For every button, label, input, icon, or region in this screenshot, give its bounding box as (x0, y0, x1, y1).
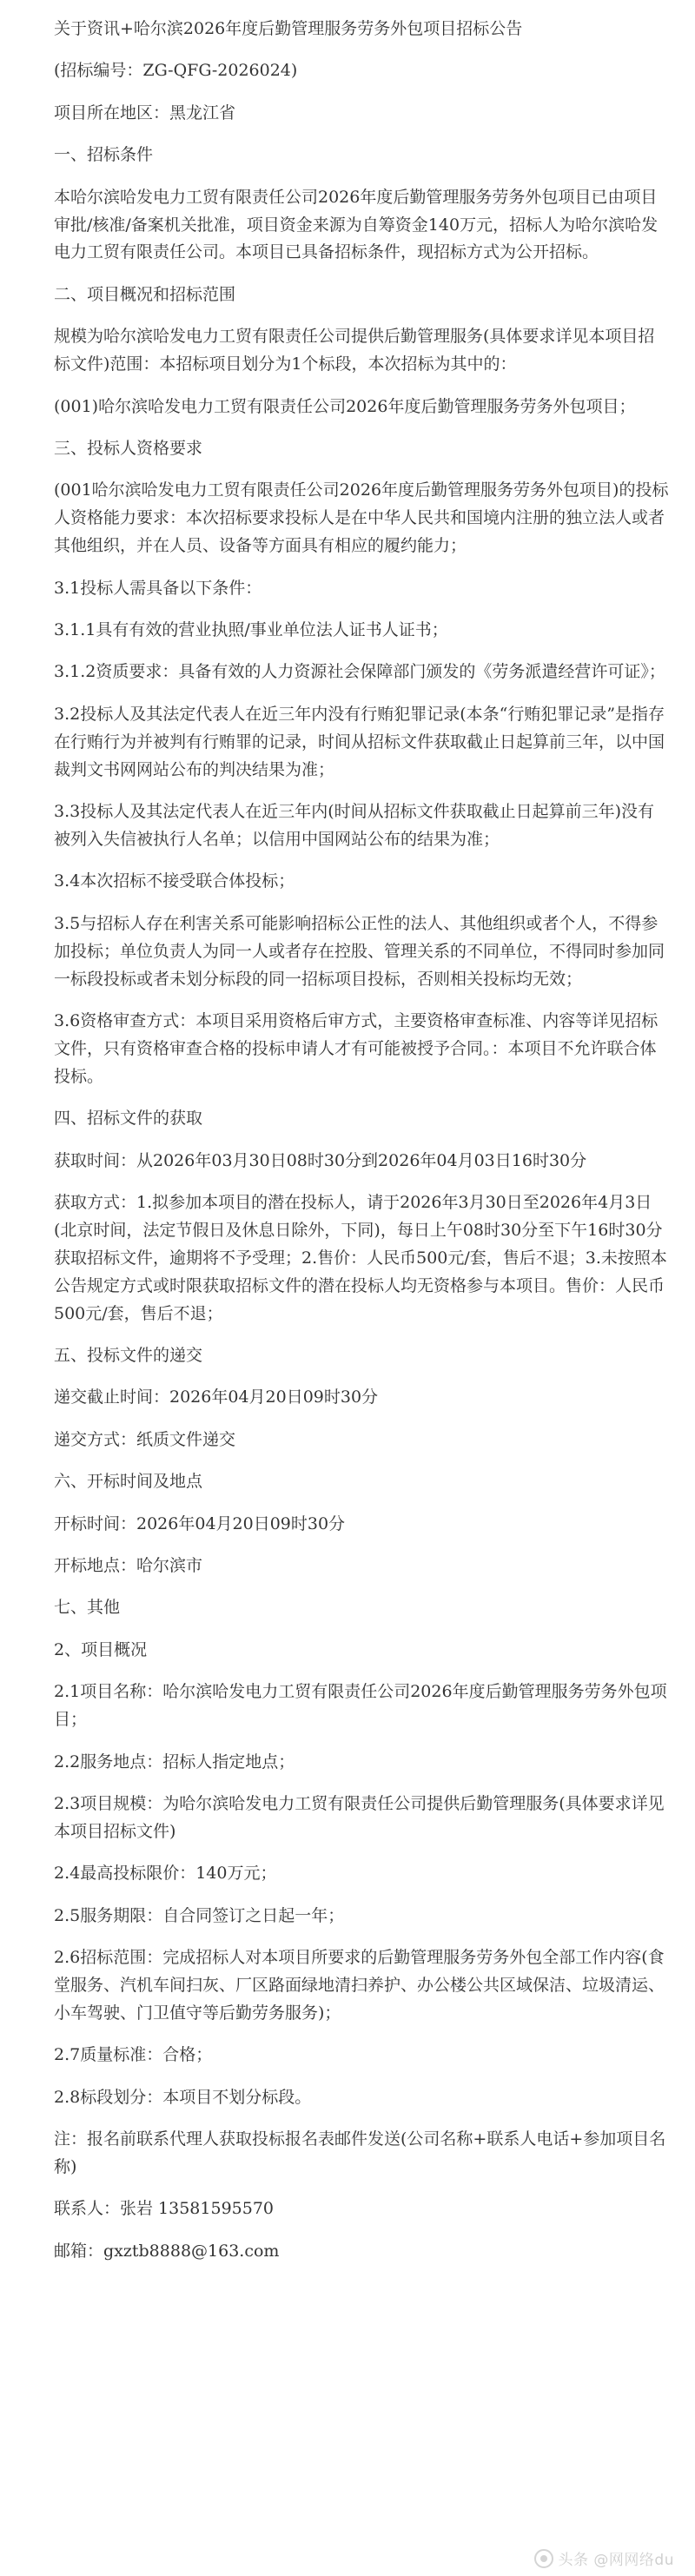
contact-email: 邮箱：gxztb8888@163.com (54, 2241, 280, 2261)
section-heading-other: 七、其他 (54, 1598, 121, 1618)
paragraph-submission-method: 递交方式：纸质文件递交 (54, 1429, 236, 1449)
contact-person: 联系人：张岩 13581595570 (54, 2199, 275, 2219)
section-heading-overview: 二、项目概况和招标范围 (54, 284, 236, 304)
item-2-1-project-name: 2.1项目名称：哈尔滨哈发电力工贸有限责任公司2026年度后勤管理服务劳务外包项目； (54, 1682, 667, 1730)
announcement-title: 关于资讯+哈尔滨2026年度后勤管理服务劳务外包项目招标公告 (54, 19, 523, 38)
paragraph-qualification-intro: (001哈尔滨哈发电力工贸有限责任公司2026年度后勤管理服务劳务外包项目)的投标人资格能力要求：本次招标要求投标人是在中华人民共和国境内注册的独立法人或者其他组织，并在人员、设备等方面具有相应的履约能力； (54, 480, 669, 556)
section-heading-conditions: 一、招标条件 (54, 145, 154, 165)
clause-3-6: 3.6资格审查方式：本项目采用资格后审方式，主要资格审查标准、内容等详见招标文件，只有资格审查合格的投标申请人才有可能被授予合同。：本项目不允许联合体投标。 (54, 1010, 659, 1086)
section-heading-opening: 六、开标时间及地点 (54, 1472, 203, 1492)
project-region: 项目所在地区：黑龙江省 (54, 103, 236, 123)
item-2-7-quality-standard: 2.7质量标准：合格； (54, 2045, 213, 2065)
subheading-project-overview: 2、项目概况 (54, 1639, 148, 1659)
paragraph-scope: 规模为哈尔滨哈发电力工贸有限责任公司提供后勤管理服务(具体要求详见本项目招标文件)范围：本招标项目划分为1个标段，本次招标为其中的： (54, 327, 655, 374)
clause-3-1-2: 3.1.2资质要求：具备有效的人力资源社会保障部门颁发的《劳务派遣经营许可证》； (54, 662, 665, 682)
item-2-6-tender-scope: 2.6招标范围：完成招标人对本项目所要求的后勤管理服务劳务外包全部工作内容(食堂服务、汽机车间扫灰、厂区路面绿地清扫养护、办公楼公共区域保洁、垃圾清运、小车驾驶、门卫值守等后勤劳务服务)； (54, 1948, 665, 2023)
paragraph-acquisition-time: 获取时间：从2026年03月30日08时30分到2026年04月03日16时30分 (54, 1150, 587, 1170)
item-2-2-service-location: 2.2服务地点：招标人指定地点； (54, 1752, 295, 1771)
clause-3-4: 3.4本次招标不接受联合体投标； (54, 871, 295, 891)
section-heading-documents: 四、招标文件的获取 (54, 1109, 203, 1129)
clause-3-2: 3.2投标人及其法定代表人在近三年内没有行贿犯罪记录(本条“行贿犯罪记录”是指存在行贿行为并被判有行贿罪的记录，时间从招标文件获取截止日起算前三年，以中国裁判文书网网站公布的判决结果为准； (54, 704, 665, 779)
clause-3-1: 3.1投标人需具备以下条件： (54, 578, 262, 598)
paragraph-lot: (001)哈尔滨哈发电力工贸有限责任公司2026年度后勤管理服务劳务外包项目； (54, 396, 636, 416)
paragraph-submission-deadline: 递交截止时间：2026年04月20日09时30分 (54, 1387, 379, 1407)
watermark (534, 2547, 674, 2569)
watermark-logo-icon (534, 2549, 553, 2568)
note-registration: 注：报名前联系代理人获取投标报名表邮件发送(公司名称+联系人电话+参加项目名称) (54, 2129, 666, 2177)
item-2-5-service-period: 2.5服务期限：自合同签订之日起一年； (54, 1905, 345, 1925)
tender-number: (招标编号：ZG-QFG-2026024) (54, 61, 298, 81)
paragraph-acquisition-method: 获取方式：1.拟参加本项目的潜在投标人，请于2026年3月30日至2026年4月3日(北京时间，法定节假日及休息日除外，下同)，每日上午08时30分至下午16时30分获取招标文件，逾期将不予受理；2.售价：人民币500元/套，售后不退；3.未按照本公告规定方式或时限获取招标文件的潜在投标人均无资格参与本项目。售价：人民币500元/套，售后不退； (54, 1193, 667, 1323)
clause-3-5: 3.5与招标人存在利害关系可能影响招标公正性的法人、其他组织或者个人，不得参加投标；单位负责人为同一人或者存在控股、管理关系的不同单位，不得同时参加同一标段投标或者未划分标段的同一招标项目投标，否则相关投标均无效； (54, 913, 665, 989)
item-2-3-project-scale: 2.3项目规模：为哈尔滨哈发电力工贸有限责任公司提供后勤管理服务(具体要求详见本项目招标文件) (54, 1794, 665, 1841)
section-heading-submission: 五、投标文件的递交 (54, 1346, 203, 1366)
item-2-4-max-bid-price: 2.4最高投标限价：140万元； (54, 1864, 277, 1884)
clause-3-3: 3.3投标人及其法定代表人在近三年内(时间从招标文件获取截止日起算前三年)没有被列入失信被执行人名单；以信用中国网站公布的结果为准； (54, 802, 655, 849)
watermark-text: 头条 @网网络du (558, 2552, 674, 2569)
paragraph-opening-time: 开标时间：2026年04月20日09时30分 (54, 1513, 346, 1533)
paragraph-opening-place: 开标地点：哈尔滨市 (54, 1556, 203, 1576)
clause-3-1-1: 3.1.1具有有效的营业执照/事业单位法人证书人证书； (54, 620, 448, 639)
paragraph-conditions: 本哈尔滨哈发电力工贸有限责任公司2026年度后勤管理服务劳务外包项目已由项目审批/核准/备案机关批准，项目资金来源为自筹资金140万元，招标人为哈尔滨哈发电力工贸有限责任公司。本项目已具备招标条件，现招标方式为公开招标。 (54, 187, 659, 262)
section-heading-qualifications: 三、投标人资格要求 (54, 438, 203, 458)
item-2-8-lot-division: 2.8标段划分：本项目不划分标段。 (54, 2087, 312, 2107)
